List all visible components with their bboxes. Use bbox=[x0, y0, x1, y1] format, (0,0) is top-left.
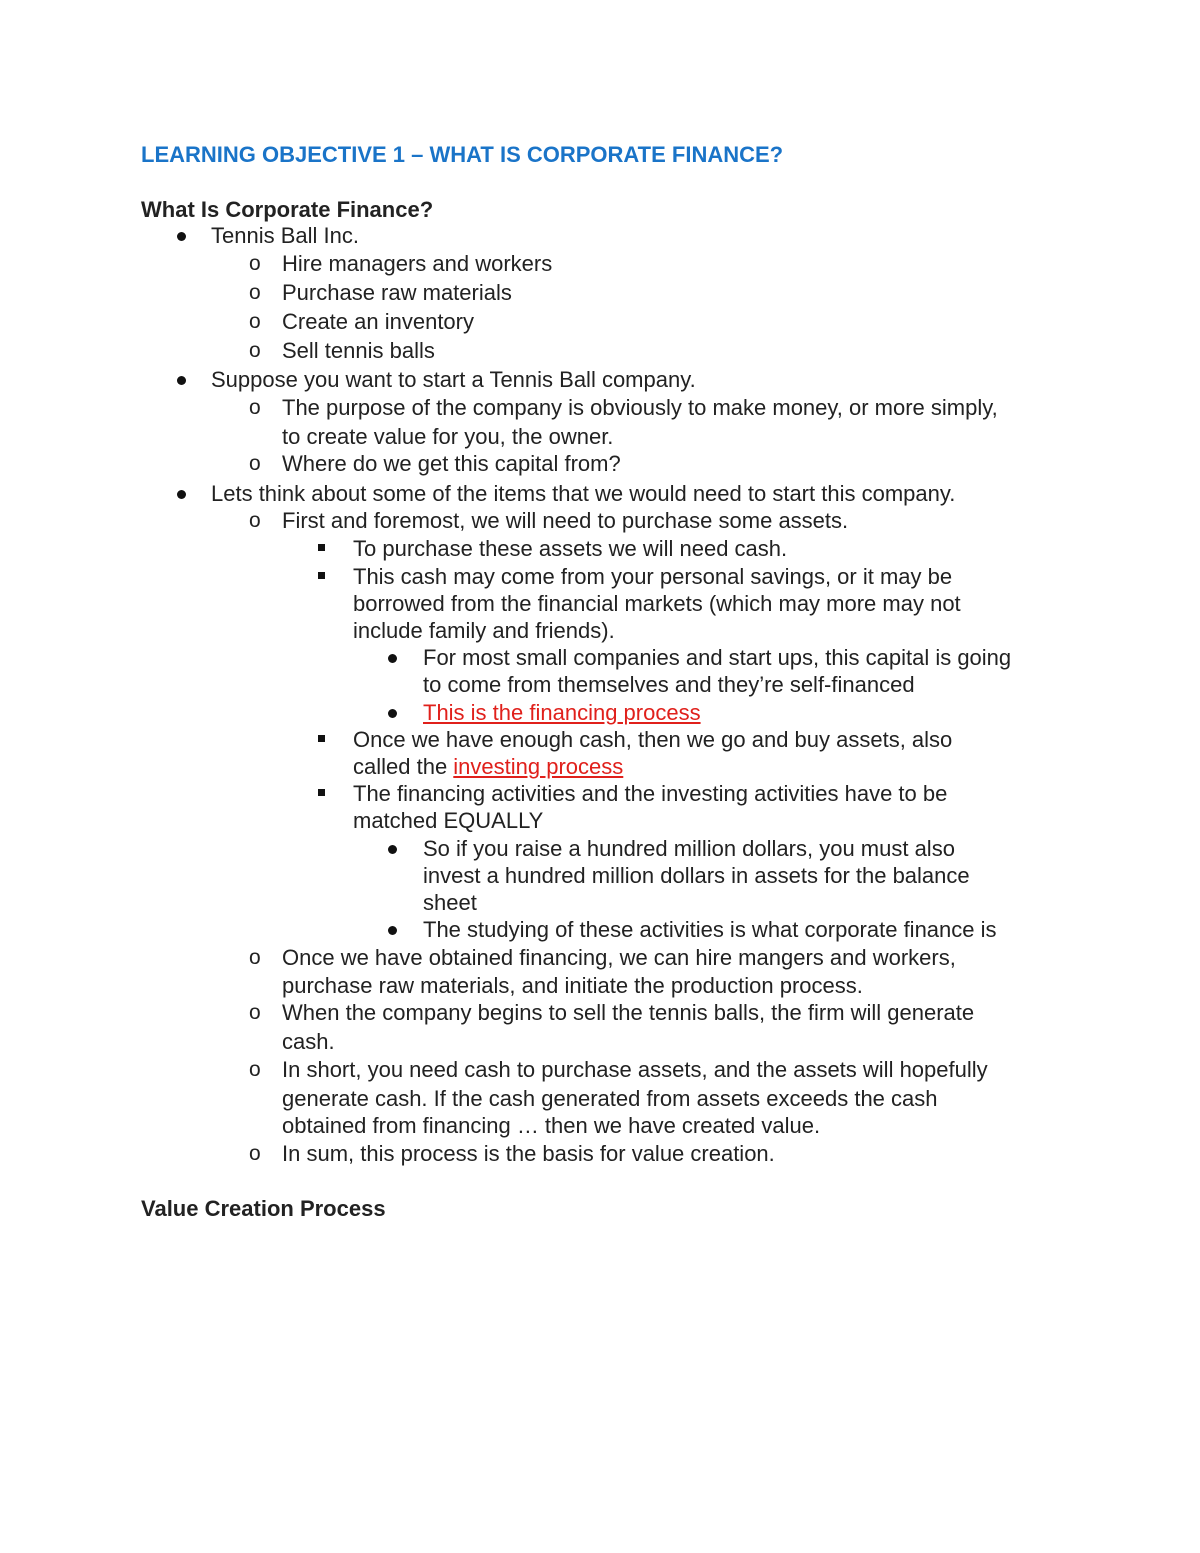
bullet-circle-icon: o bbox=[249, 252, 261, 275]
financing-process-highlight: This is the financing process bbox=[423, 700, 701, 725]
bullet-dot-icon bbox=[388, 835, 397, 854]
bullet-circle-icon: o bbox=[249, 1142, 261, 1165]
bullet-circle-icon: o bbox=[249, 310, 261, 333]
bullet-circle-icon: o bbox=[249, 946, 261, 969]
page-title: LEARNING OBJECTIVE 1 – WHAT IS CORPORATE FINANCE? bbox=[141, 142, 784, 167]
list-item: Tennis Ball Inc. bbox=[211, 223, 359, 248]
bullet-circle-icon: o bbox=[249, 281, 261, 304]
list-item-continuation: generate cash. If the cash generated from assets exceeds the cash bbox=[282, 1086, 938, 1111]
bullet-circle-icon: o bbox=[249, 1058, 261, 1081]
list-item: Suppose you want to start a Tennis Ball company. bbox=[211, 367, 696, 392]
bullet-circle-icon: o bbox=[249, 452, 261, 475]
list-item-continuation bbox=[353, 753, 623, 780]
list-item-continuation: sheet bbox=[423, 890, 477, 915]
list-item: The financing activities and the investing activities have to be bbox=[353, 781, 948, 806]
section-heading-value-creation: Value Creation Process bbox=[141, 1196, 386, 1221]
bullet-square-icon bbox=[318, 780, 325, 796]
bullet-circle-icon: o bbox=[249, 1001, 261, 1024]
list-item: Once we have obtained financing, we can hire mangers and workers, bbox=[282, 945, 956, 970]
list-item: This cash may come from your personal savings, or it may be bbox=[353, 564, 953, 589]
list-item: First and foremost, we will need to purchase some assets. bbox=[282, 508, 849, 533]
list-item: The purpose of the company is obviously to make money, or more simply, bbox=[282, 395, 998, 420]
bullet-square-icon bbox=[318, 535, 325, 551]
list-item-continuation: obtained from financing … then we have created value. bbox=[282, 1113, 821, 1138]
list-item-continuation: matched EQUALLY bbox=[353, 808, 544, 833]
list-item-continuation: borrowed from the financial markets (which may more may not bbox=[353, 591, 961, 616]
list-item: Hire managers and workers bbox=[282, 251, 553, 276]
list-item: The studying of these activities is what corporate finance is bbox=[423, 917, 997, 942]
bullet-dot-icon bbox=[177, 480, 186, 499]
bullet-circle-icon: o bbox=[249, 509, 261, 532]
list-item-text: called the bbox=[353, 754, 454, 779]
list-item: When the company begins to sell the tennis balls, the firm will generate bbox=[282, 1000, 975, 1025]
list-item: In sum, this process is the basis for value creation. bbox=[282, 1141, 775, 1166]
section-heading-corporate-finance: What Is Corporate Finance? bbox=[141, 197, 434, 222]
bullet-dot-icon bbox=[388, 644, 397, 663]
list-item: Once we have enough cash, then we go and buy assets, also bbox=[353, 727, 953, 752]
list-item-continuation: invest a hundred million dollars in assets for the balance bbox=[423, 863, 970, 888]
list-item: In short, you need cash to purchase assets, and the assets will hopefully bbox=[282, 1057, 988, 1082]
bullet-dot-icon bbox=[388, 916, 397, 935]
bullet-dot-icon bbox=[388, 699, 397, 718]
list-item: So if you raise a hundred million dollars, you must also bbox=[423, 836, 955, 861]
investing-process-highlight: investing process bbox=[453, 754, 624, 779]
bullet-square-icon bbox=[318, 563, 325, 579]
list-item: For most small companies and start ups, this capital is going bbox=[423, 645, 1012, 670]
bullet-circle-icon: o bbox=[249, 339, 261, 362]
list-item-continuation: purchase raw materials, and initiate the production process. bbox=[282, 973, 863, 998]
list-item-continuation: include family and friends). bbox=[353, 618, 615, 643]
list-item: Where do we get this capital from? bbox=[282, 451, 621, 476]
list-item-continuation: to come from themselves and they’re self-financed bbox=[423, 672, 915, 697]
list-item: Purchase raw materials bbox=[282, 280, 512, 305]
bullet-dot-icon bbox=[177, 366, 186, 385]
bullet-square-icon bbox=[318, 726, 325, 742]
list-item: Lets think about some of the items that we would need to start this company. bbox=[211, 481, 956, 506]
list-item: Sell tennis balls bbox=[282, 338, 435, 363]
list-item: To purchase these assets we will need cash. bbox=[353, 536, 788, 561]
list-item: Create an inventory bbox=[282, 309, 474, 334]
bullet-circle-icon: o bbox=[249, 396, 261, 419]
list-item-continuation: to create value for you, the owner. bbox=[282, 424, 614, 449]
bullet-dot-icon bbox=[177, 222, 186, 241]
list-item-continuation: cash. bbox=[282, 1029, 335, 1054]
